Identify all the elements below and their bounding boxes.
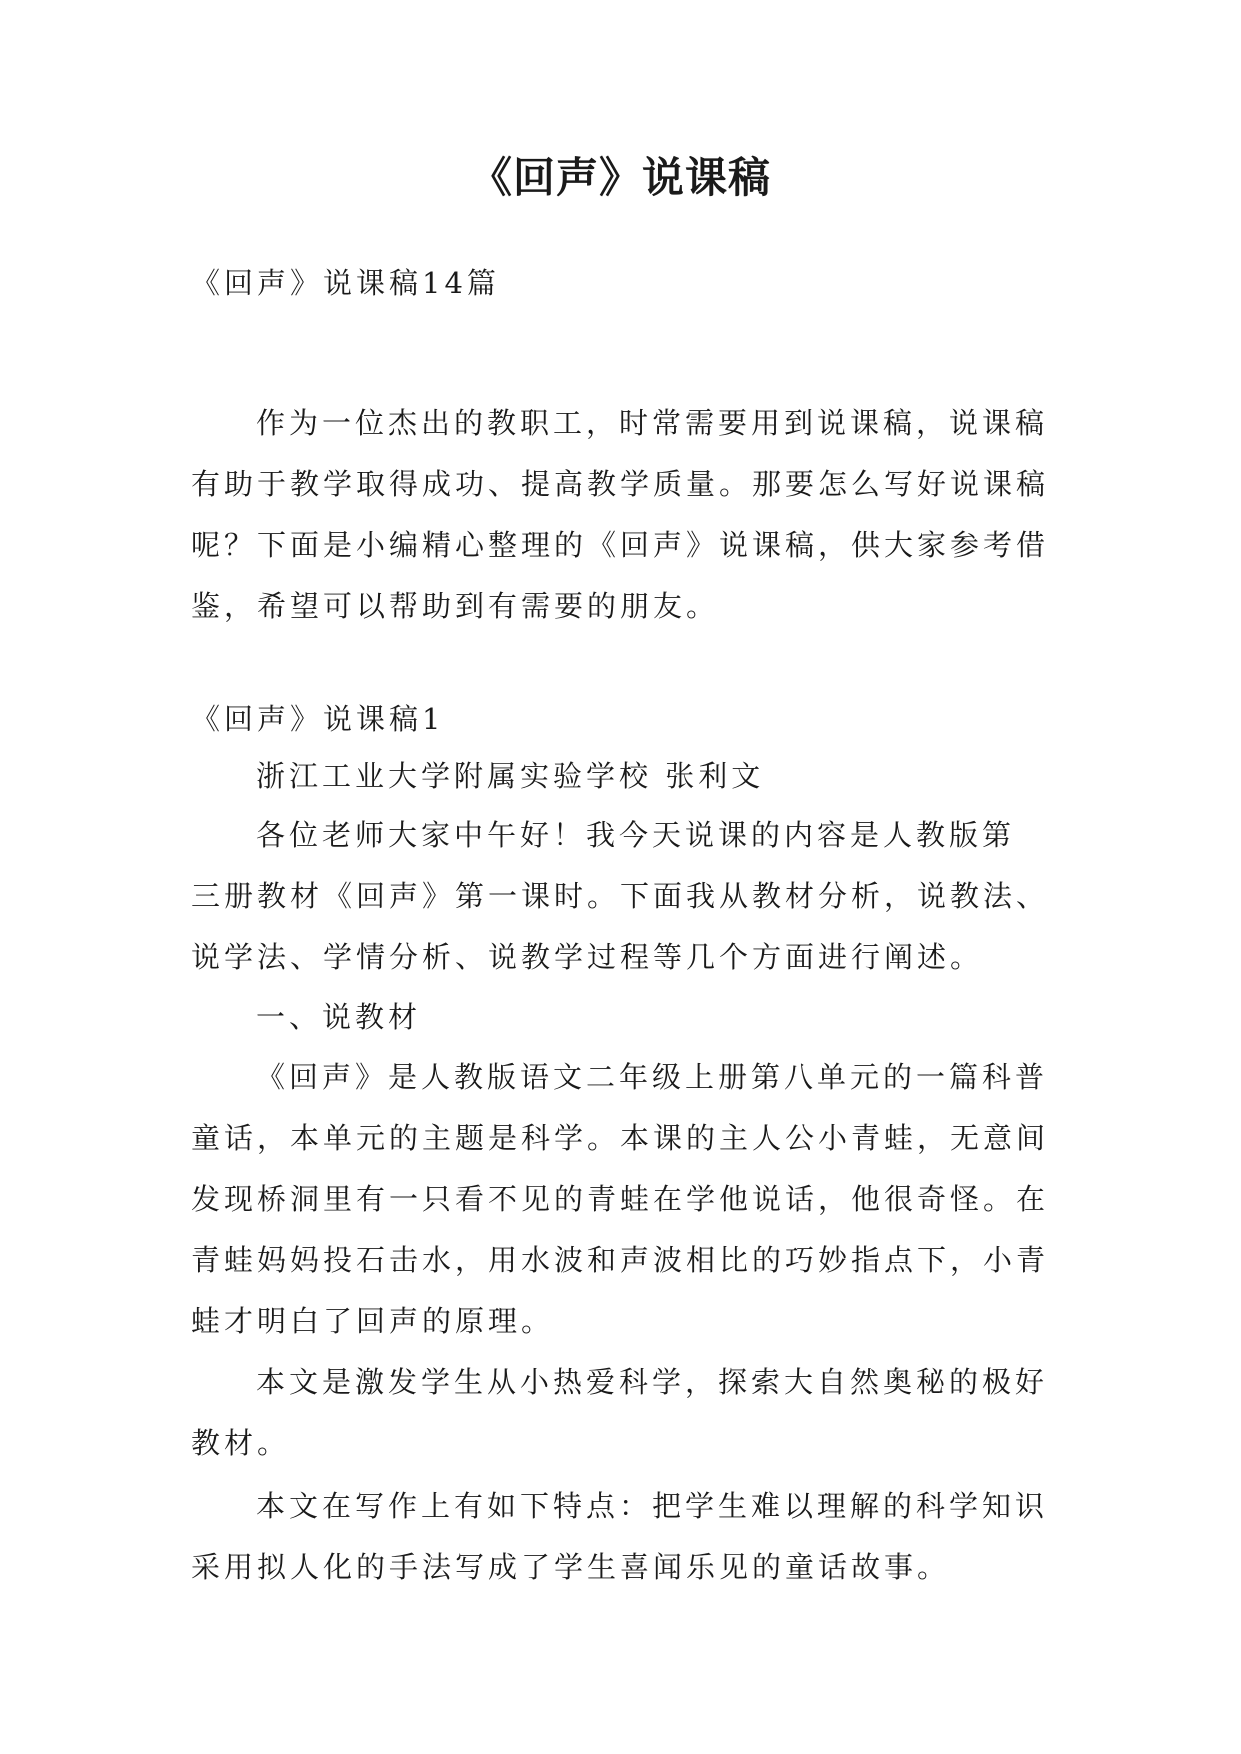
document-title: 《回声》说课稿 bbox=[469, 153, 771, 202]
feature-line-2: 采用拟人化的手法写成了学生喜闻乐见的童话故事。 bbox=[191, 1550, 951, 1584]
greeting-line-2: 三册教材《回声》第一课时。下面我从教材分析，说教法、 bbox=[191, 879, 1050, 913]
value-line-2: 教材。 bbox=[191, 1426, 291, 1460]
part-heading: 一、说教材 bbox=[256, 1000, 422, 1034]
feature-line-1: 本文在写作上有如下特点：把学生难以理解的科学知识 bbox=[256, 1489, 1049, 1523]
intro-line-4: 鉴，希望可以帮助到有需要的朋友。 bbox=[191, 589, 720, 623]
material-line-3: 发现桥洞里有一只看不见的青蛙在学他说话，他很奇怪。在 bbox=[191, 1182, 1050, 1216]
value-line-1: 本文是激发学生从小热爱科学，探索大自然奥秘的极好 bbox=[256, 1365, 1049, 1399]
material-line-4: 青蛙妈妈投石击水，用水波和声波相比的巧妙指点下，小青 bbox=[191, 1243, 1050, 1277]
material-line-2: 童话，本单元的主题是科学。本课的主人公小青蛙，无意间 bbox=[191, 1121, 1050, 1155]
author-line: 浙江工业大学附属实验学校 张利文 bbox=[256, 759, 765, 793]
section-heading: 《回声》说课稿1 bbox=[191, 702, 445, 736]
greeting-line-3: 说学法、学情分析、说教学过程等几个方面进行阐述。 bbox=[191, 940, 984, 974]
material-line-1: 《回声》是人教版语文二年级上册第八单元的一篇科普 bbox=[256, 1060, 1049, 1094]
intro-line-1: 作为一位杰出的教职工，时常需要用到说课稿，说课稿 bbox=[256, 406, 1049, 440]
intro-line-2: 有助于教学取得成功、提高教学质量。那要怎么写好说课稿 bbox=[191, 467, 1050, 501]
document-subtitle: 《回声》说课稿14篇 bbox=[191, 266, 500, 300]
material-line-5: 蛙才明白了回声的原理。 bbox=[191, 1304, 555, 1338]
greeting-line-1: 各位老师大家中午好！我今天说课的内容是人教版第 bbox=[256, 818, 1016, 852]
intro-line-3: 呢？下面是小编精心整理的《回声》说课稿，供大家参考借 bbox=[191, 528, 1050, 562]
